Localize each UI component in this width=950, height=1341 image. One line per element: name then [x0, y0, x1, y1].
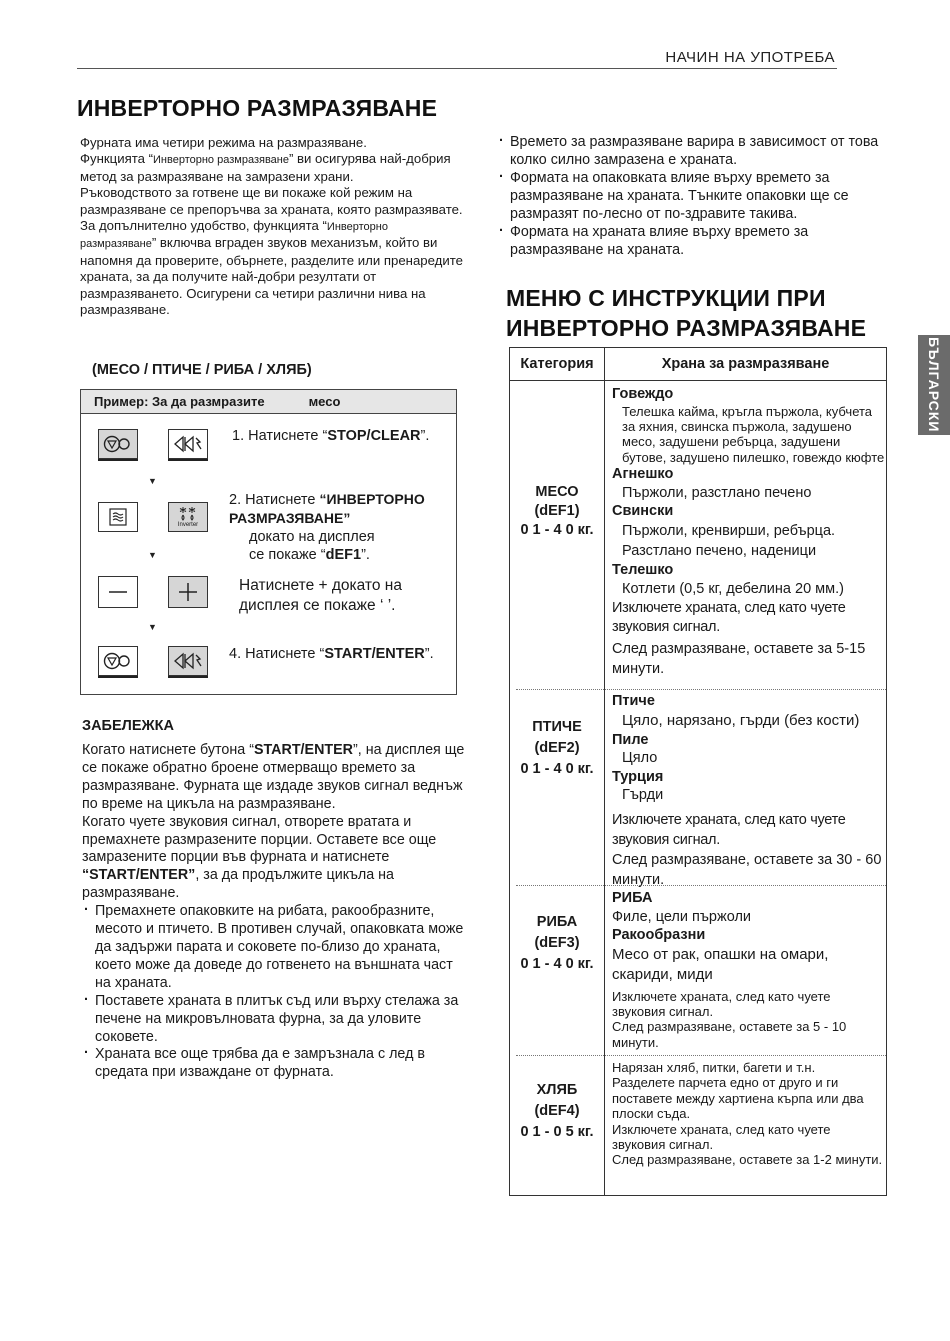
list-item: · Формата на опаковката влияе върху времето за размразяване на храната. Тънките опаковки ще се размразят по-лесно от по-здравите такива. — [497, 169, 882, 223]
table-row-meat-food — [612, 385, 886, 679]
column-divider — [604, 348, 605, 1195]
note-p2 — [82, 814, 467, 904]
food-heading: Свински — [612, 503, 674, 520]
row-divider — [516, 689, 886, 690]
note-p1-button-name: START/ENTER — [253, 742, 353, 758]
food-text: Цяло — [622, 750, 658, 766]
header-divider — [77, 68, 837, 69]
language-tab-label: БЪЛГАРСКИ — [926, 337, 942, 433]
list-item: · Поставете храната в плитък съд или върху стелажа за печене на микровълновата фурна, за да уловите соковете. — [82, 993, 467, 1047]
right-bullets — [497, 133, 882, 259]
step-2 — [229, 490, 454, 564]
stop-clear-button-left[interactable] — [98, 429, 138, 461]
table-header — [510, 348, 886, 381]
intro-p4-c: ” включва вграден звуков механизъм, който ви напомня да проверите, обърнете, разделите или пренаредите храната, за да получите най-добри резултати от размразяването. Осигурени са четири различни нива на размразяване. — [80, 235, 463, 318]
intro-p3: Ръководството за готвене ще ви покаже кой режим на размразяване се препоръчва за храната, която размразявате. — [80, 185, 463, 217]
category-code: (dEF4) — [534, 1103, 580, 1119]
category-name: МЕСО — [535, 484, 579, 500]
category-code: (dEF3) — [534, 935, 580, 951]
example-heading-item: месо — [308, 394, 341, 409]
food-heading: Пиле — [612, 731, 649, 748]
food-text: Пържоли, кренвирши, ребърца. — [622, 522, 836, 539]
category-weight: 0 1 - 0 5 кг. — [520, 1124, 594, 1140]
category-weight: 0 1 - 4 0 кг. — [520, 761, 594, 777]
categories-line: (МЕСО / ПТИЧЕ / РИБА / ХЛЯБ) — [92, 362, 312, 378]
stop-clear-icon — [98, 646, 138, 676]
step-1-button-name: STOP/CLEAR — [327, 428, 421, 444]
list-item: · Храната все още трябва да е замръзнала с лед в средата при изваждане от фурната. — [82, 1046, 467, 1082]
food-text: Филе, цели пържоли — [612, 908, 752, 925]
table-row-bread-food — [612, 1060, 886, 1168]
step-2-show-pre: се покаже “ — [249, 547, 326, 563]
table-row-bread-category — [510, 1081, 604, 1142]
stop-clear-button[interactable] — [98, 646, 138, 678]
step-1-post: ”. — [420, 428, 430, 444]
right-bullet-list — [497, 133, 882, 259]
food-heading: Птиче — [612, 693, 655, 709]
food-text: Пържоли, разстлано печено — [622, 484, 812, 501]
category-weight: 0 1 - 4 0 кг. — [520, 522, 594, 538]
food-instruction: Изключете храната, след като чуете звуковия сигнал. — [612, 988, 831, 1019]
category-name: РИБА — [536, 914, 578, 930]
intro-p2-c: ” ви осигурява най-добрия метод за размразяване на замразени храни. — [80, 151, 451, 184]
arrow-down-icon: ▼ — [148, 476, 157, 486]
language-tab — [918, 335, 950, 435]
category-code: (dEF1) — [534, 503, 580, 519]
note-bullets — [82, 903, 467, 1082]
table-row-poultry-food — [612, 692, 886, 890]
food-standing-time: След размразяване, оставете за 5-15 минути. — [612, 641, 866, 678]
step-4-post: ”. — [424, 646, 434, 662]
step-1-pre: 1. Натиснете “ — [232, 428, 328, 444]
note-p1-pre: Когато натиснете бутона “ — [82, 742, 254, 758]
table-row-fish-category — [510, 913, 604, 974]
step-2-show-post: ”. — [361, 547, 370, 563]
row-divider — [516, 885, 886, 886]
step-2-wait: докато на дисплея — [249, 529, 375, 545]
intro-text — [80, 135, 465, 318]
step-3-line-1: Натиснете + докато на — [239, 577, 402, 594]
minus-icon — [98, 576, 138, 608]
page-title: ИНВЕРТОРНО РАЗМРАЗЯВАНЕ — [77, 95, 438, 121]
step-2-code: dEF1 — [325, 547, 362, 563]
note-p1-post: ”, на дисплея ще се покаже обратно броене отмерващо времето за размразяване. Фурната ще издаде звуков сигнал веднъж по време на цикъла на размразяване. — [82, 742, 465, 812]
section-header: НАЧИН НА УПОТРЕБА — [665, 49, 835, 66]
note-body — [82, 742, 467, 1082]
intro-p4-b: Инверторно размразяване — [80, 221, 388, 251]
start-enter-icon — [168, 429, 208, 459]
note-title: ЗАБЕЛЕЖКА — [82, 718, 174, 734]
category-name: ХЛЯБ — [536, 1082, 578, 1098]
food-text: Разделете парчета едно от друго и ги поставете между хартиена кърпа или два плоски съда. — [612, 1075, 864, 1122]
food-heading: РИБА — [612, 890, 653, 906]
step-4-pre: 4. Натиснете “ — [229, 646, 325, 662]
intro-p2-b: Инверторно размразяване — [153, 154, 289, 167]
food-instruction: Изключете храната, след като чуете звуковия сигнал. — [612, 811, 846, 848]
food-heading: Говеждо — [612, 386, 674, 402]
food-heading: Ракообразни — [612, 927, 706, 943]
defrost-icon — [98, 502, 138, 532]
table-row-poultry-category — [510, 718, 604, 779]
list-item: · Времето за размразяване варира в зависимост от това колко силно замразена е храната. — [497, 133, 882, 169]
start-enter-button[interactable] — [168, 646, 208, 678]
intro-p2-a: Функцията “ — [80, 151, 154, 167]
category-code: (dEF2) — [534, 740, 580, 756]
category-weight: 0 1 - 4 0 кг. — [520, 956, 594, 972]
start-enter-button-right[interactable] — [168, 429, 208, 461]
intro-p4-a: За допълнително удобство, функцията “ — [80, 218, 327, 234]
food-instruction: Изключете храната, след като чуете звуковия сигнал. — [612, 1121, 831, 1153]
note-p2-pre: Когато чуете звуковия сигнал, отворете вратата и премахнете размразените порции. Оставете все още замразените порции във фурната и натиснете — [82, 813, 437, 866]
note-p1 — [82, 742, 467, 814]
food-standing-time: След размразяване, оставете за 1-2 минути. — [612, 1152, 883, 1168]
arrow-down-icon: ▼ — [148, 622, 157, 632]
step-3 — [239, 576, 402, 616]
step-2-button-name: “ИНВЕРТОРНО РАЗМРАЗЯВАНЕ” — [229, 491, 425, 526]
food-heading: Турция — [612, 768, 664, 785]
food-instruction: Изключете храната, след като чуете звуковия сигнал. — [612, 600, 846, 635]
stop-clear-icon — [98, 429, 138, 459]
table-row-meat-category — [510, 483, 604, 540]
food-text: Нарязан хляб, питки, багети и т.н. — [612, 1060, 816, 1075]
plus-button[interactable] — [168, 576, 208, 608]
example-box — [80, 389, 457, 695]
col-food: Храна за размразяване — [661, 356, 830, 372]
category-name: ПТИЧЕ — [532, 719, 582, 735]
food-heading: Телешко — [612, 561, 674, 578]
intro-p4 — [80, 218, 465, 318]
inverter-defrost-button[interactable] — [168, 502, 208, 532]
food-standing-time: След размразяване, оставете за 30 - 60 минути. — [612, 851, 882, 888]
food-heading: Агнешко — [612, 466, 674, 483]
food-text: Котлети (0,5 кг, дебелина 20 мм.) — [622, 581, 844, 598]
example-heading-text: Пример: За да размразите — [94, 394, 265, 409]
step-3-line-2: дисплея се покаже ‘ ’. — [239, 597, 396, 614]
intro-p1: Фурната има четири режима на размразяване. — [80, 135, 367, 150]
step-1 — [232, 427, 429, 445]
menu-title-line-2: ИНВЕРТОРНО РАЗМРАЗЯВАНЕ — [506, 315, 867, 341]
note-p2-button-name: “START/ENTER” — [82, 867, 196, 884]
step-4-button-name: START/ENTER — [324, 646, 425, 662]
inverter-defrost-icon — [168, 502, 208, 532]
step-2-pre: 2. Натиснете — [229, 492, 320, 508]
arrow-down-icon: ▼ — [148, 550, 157, 560]
food-text: Месо от рак, опашки на омари, скариди, миди — [612, 945, 829, 983]
note-p2-post: , за да продължите цикъла на размразяване. — [82, 867, 394, 902]
food-text: Гърди — [622, 787, 664, 803]
defrost-button[interactable] — [98, 502, 138, 532]
example-heading — [81, 390, 456, 414]
table-row-fish-food — [612, 889, 886, 1050]
food-text: Телешка кайма, кръгла пържола, кубчета за яхния, свинска пържола, задушено месо, задушени ребърца, задушени бутове, задушено пилешко, говеждо кюфте — [622, 403, 885, 465]
col-category: Категория — [520, 356, 594, 372]
row-divider — [516, 1055, 886, 1056]
inverter-label: Inverter — [177, 522, 199, 528]
food-standing-time: След размразяване, оставете за 5 - 10 минути. — [612, 1019, 847, 1050]
intro-p2 — [80, 151, 465, 185]
defrost-table — [509, 347, 887, 1196]
food-text: Цяло, нарязано, гърди (без кости) — [622, 711, 860, 729]
food-text: Разстлано печено, наденици — [622, 542, 817, 559]
step-4 — [229, 645, 434, 663]
list-item: · Премахнете опаковките на рибата, ракообразните, месото и птичето. В противен случай, опаковката може да задържи парата и соковете по-близо до храната, което може да доведе до готвенето на външната част на храната. — [82, 903, 467, 993]
start-enter-icon — [168, 646, 208, 676]
plus-icon — [168, 576, 208, 608]
minus-button[interactable] — [98, 576, 138, 608]
menu-title — [506, 283, 906, 343]
menu-title-line-1: МЕНЮ С ИНСТРУКЦИИ ПРИ — [506, 285, 826, 311]
list-item: · Формата на храната влияе върху времето за размразяване на храната. — [497, 223, 882, 259]
